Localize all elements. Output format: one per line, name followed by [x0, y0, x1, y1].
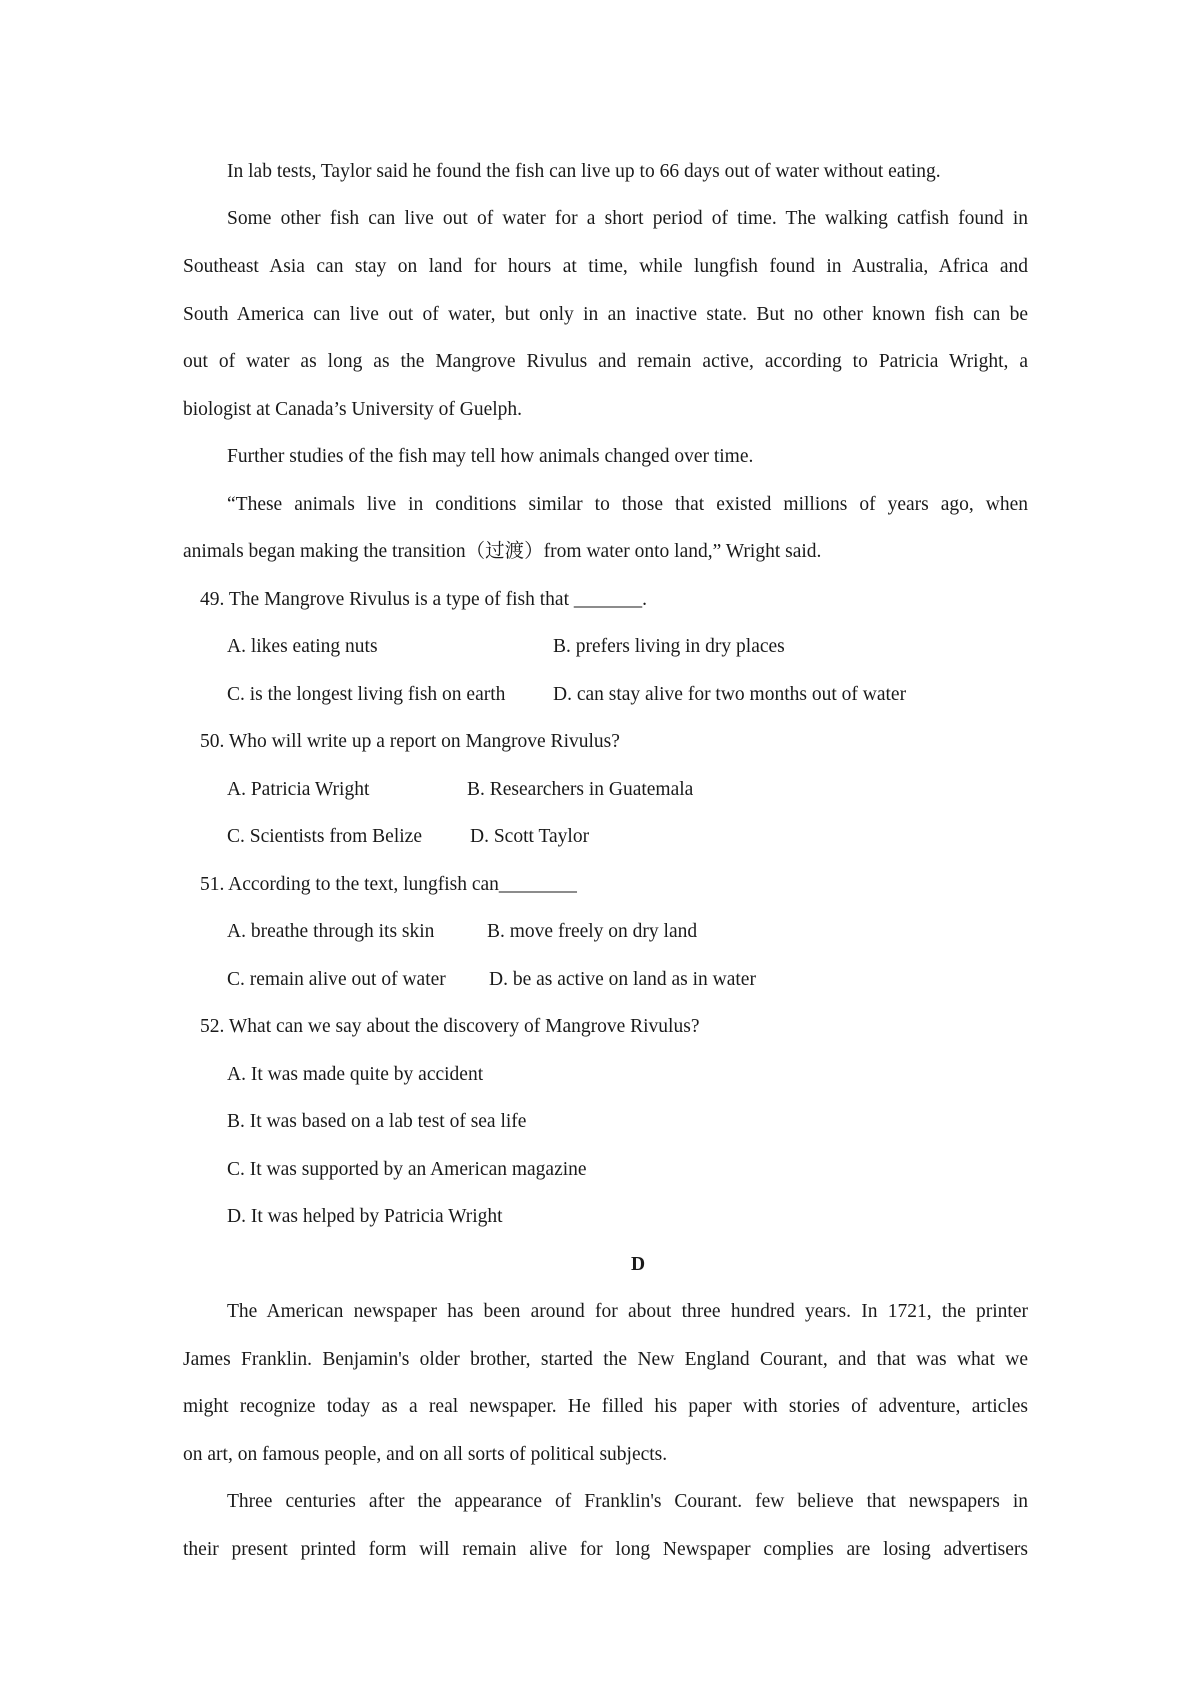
- question-52-option-a: A. It was made quite by accident: [227, 1064, 484, 1085]
- question-51-option-b: B. move freely on dry land: [487, 921, 698, 942]
- question-51-option-d: D. be as active on land as in water: [489, 969, 756, 990]
- question-49-option-b: B. prefers living in dry places: [553, 636, 785, 657]
- paragraph-three-centuries-line: their present printed form will remain alive for long Newspaper complies are losing advertisers: [183, 1539, 1028, 1560]
- question-52-stem: 52. What can we say about the discovery of Mangrove Rivulus?: [200, 1016, 700, 1037]
- question-51-option-a: A. breathe through its skin: [227, 921, 435, 942]
- question-49-option-c: C. is the longest living fish on earth: [227, 684, 506, 705]
- paragraph-other-fish-line: Some other fish can live out of water for a short period of time. The walking catfish found in: [227, 208, 1028, 229]
- paragraph-newspaper-history-line: on art, on famous people, and on all sorts of political subjects.: [183, 1444, 668, 1465]
- question-52-option-c: C. It was supported by an American magazine: [227, 1159, 587, 1180]
- question-52-option-d: D. It was helped by Patricia Wright: [227, 1206, 503, 1227]
- question-50-option-a: A. Patricia Wright: [227, 779, 370, 800]
- question-50-option-b: B. Researchers in Guatemala: [467, 779, 694, 800]
- paragraph-other-fish-line: South America can live out of water, but only in an inactive state. But no other known fish can be: [183, 304, 1028, 325]
- question-51-stem: 51. According to the text, lungfish can________: [200, 874, 577, 895]
- paragraph-further-studies: Further studies of the fish may tell how animals changed over time.: [227, 446, 754, 467]
- paragraph-other-fish-line: Southeast Asia can stay on land for hours at time, while lungfish found in Australia, Africa and: [183, 256, 1028, 277]
- question-50-stem: 50. Who will write up a report on Mangrove Rivulus?: [200, 731, 620, 752]
- question-51-option-c: C. remain alive out of water: [227, 969, 446, 990]
- paragraph-newspaper-history-line: James Franklin. Benjamin's older brother, started the New England Courant, and that was what we: [183, 1349, 1028, 1370]
- question-49-option-a: A. likes eating nuts: [227, 636, 378, 657]
- paragraph-wright-quote-line: animals began making the transition（过渡）from water onto land,” Wright said.: [183, 541, 822, 562]
- question-49-stem: 49. The Mangrove Rivulus is a type of fish that _______.: [200, 589, 648, 610]
- paragraph-other-fish-line: out of water as long as the Mangrove Rivulus and remain active, according to Patricia Wright, a: [183, 351, 1028, 372]
- paragraph-three-centuries-line: Three centuries after the appearance of Franklin's Courant. few believe that newspapers in: [227, 1491, 1028, 1512]
- question-49-option-d: D. can stay alive for two months out of water: [553, 684, 907, 705]
- paragraph-other-fish-line: biologist at Canada’s University of Guelph.: [183, 399, 523, 420]
- section-heading: D: [630, 1254, 646, 1275]
- question-52-option-b: B. It was based on a lab test of sea life: [227, 1111, 527, 1132]
- paragraph-lab-tests: In lab tests, Taylor said he found the fish can live up to 66 days out of water without eating.: [227, 161, 941, 182]
- question-50-option-d: D. Scott Taylor: [470, 826, 590, 847]
- paragraph-newspaper-history-line: might recognize today as a real newspaper. He filled his paper with stories of adventure, articles: [183, 1396, 1028, 1417]
- paragraph-newspaper-history-line: The American newspaper has been around for about three hundred years. In 1721, the printer: [227, 1301, 1028, 1322]
- paragraph-wright-quote-line: “These animals live in conditions similar to those that existed millions of years ago, when: [227, 494, 1028, 515]
- question-50-option-c: C. Scientists from Belize: [227, 826, 422, 847]
